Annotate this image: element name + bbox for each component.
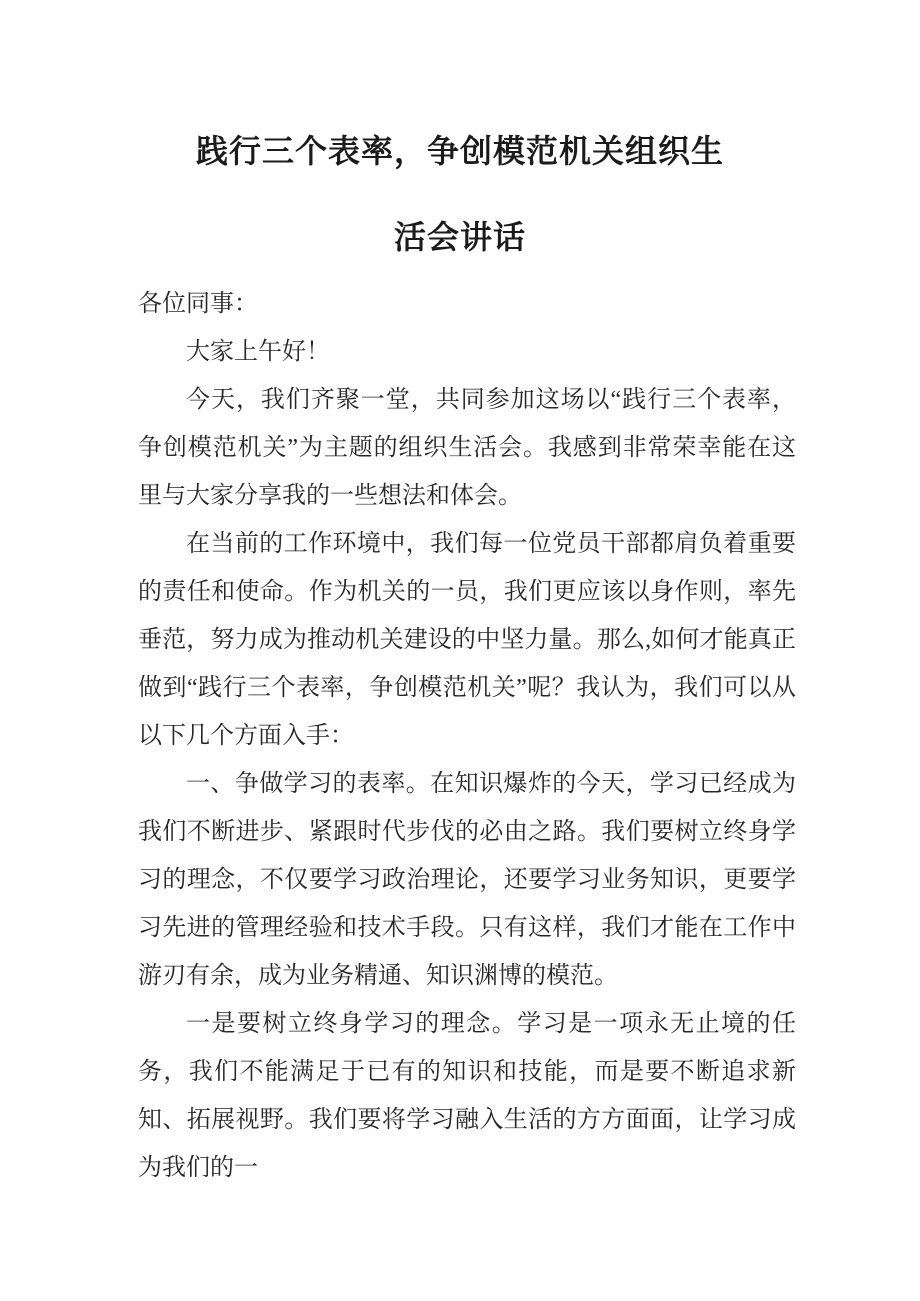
document-title-line2: 活会讲话: [393, 219, 526, 255]
document-title-line1: 践行三个表率，争创模范机关组织生: [195, 133, 724, 169]
document-title: [0, 0, 920, 280]
paragraph: 一是要树立终身学习的理念。学习是一项永无止境的任务，我们不能满足于已有的知识和技能，而是要不断追求新知、拓展视野。我们要将学习融入生活的方方面面，让学习成为我们的一: [138, 1011, 796, 1181]
paragraph: 一、争做学习的表率。在知识爆炸的今天，学习已经成为我们不断进步、紧跟时代步伐的必由之路。我们要树立终身学习的理念，不仅要学习政治理论，还要学习业务知识，更要学习先进的管理经验和技术手段。只有这样，我们才能在工作中游刃有余，成为业务精通、知识渊博的模范。: [138, 771, 796, 989]
document-body: [138, 280, 796, 1192]
paragraph: 在当前的工作环境中，我们每一位党员干部都肩负着重要的责任和使命。作为机关的一员，我们更应该以身作则，率先垂范，努力成为推动机关建设的中坚力量。那么,如何才能真正做到“践行三个表率，争创模范机关”呢？我认为，我们可以从以下几个方面入手：: [138, 531, 796, 749]
paragraph: 大家上午好！: [186, 339, 330, 365]
paragraph: 今天，我们齐聚一堂，共同参加这场以“践行三个表率，争创模范机关”为主题的组织生活会。我感到非常荣幸能在这里与大家分享我的一些想法和体会。: [138, 387, 796, 509]
paragraph: 各位同事：: [138, 291, 258, 317]
